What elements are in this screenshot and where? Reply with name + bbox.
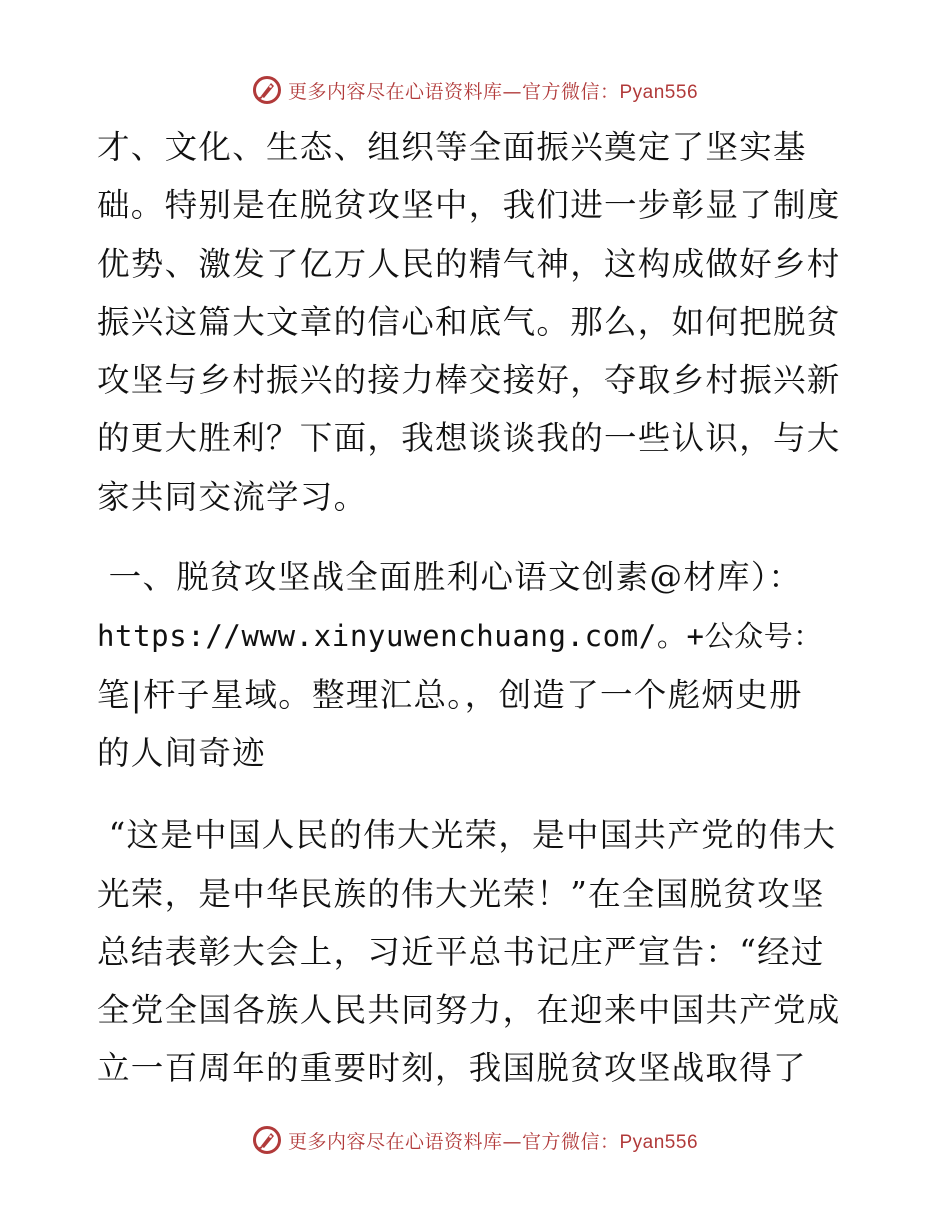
paragraph: “这是中国人民的伟大光荣，是中国共产党的伟大光荣，是中华民族的伟大光荣！”在全国脱贫攻坚总结表彰大会上，习近平总书记庄严宣告：“经过全党全国各族人民共同努力，在迎来中国共产党成立一百周年的重要时刻，我国脱贫攻坚战取得了: [97, 816, 841, 1088]
pen-nib-circle-icon: [252, 1125, 282, 1155]
section-heading: [97, 548, 857, 782]
heading-line: 的人间奇迹: [97, 733, 267, 772]
header-text-cn: 更多内容尽在心语资料库—官方微信：: [287, 80, 620, 103]
header-banner: [0, 70, 950, 110]
footer-text: [288, 1127, 698, 1154]
paragraph: 才、文化、生态、组织等全面振兴奠定了坚实基础。特别是在脱贫攻坚中，我们进一步彰显了制度优势、激发了亿万人民的精气神，这构成做好乡村振兴这篇大文章的信心和底气。那么，如何把脱贫攻坚与乡村振兴的接力棒交接好，夺取乡村振兴新的更大胜利？下面，我想谈谈我的一些认识，与大家共同交流学习。: [97, 128, 841, 516]
footer-wechat-id: Pyan556: [619, 1131, 699, 1153]
footer-text-cn: 更多内容尽在心语资料库—官方微信：: [287, 1130, 620, 1153]
header-wechat-id: Pyan556: [619, 81, 699, 103]
heading-line: 笔|杆子星域。整理汇总。，创造了一个彪炳史册: [97, 675, 803, 714]
heading-line: 一、脱贫攻坚战全面胜利心语文创素@材库）：: [97, 558, 803, 597]
header-text: [288, 77, 698, 104]
footer-banner: [0, 1120, 950, 1160]
heading-url-line: https://www.xinyuwenchuang.com/。+公众号：: [97, 619, 823, 654]
pen-nib-circle-icon: [252, 75, 282, 105]
document-body: [97, 118, 857, 1098]
